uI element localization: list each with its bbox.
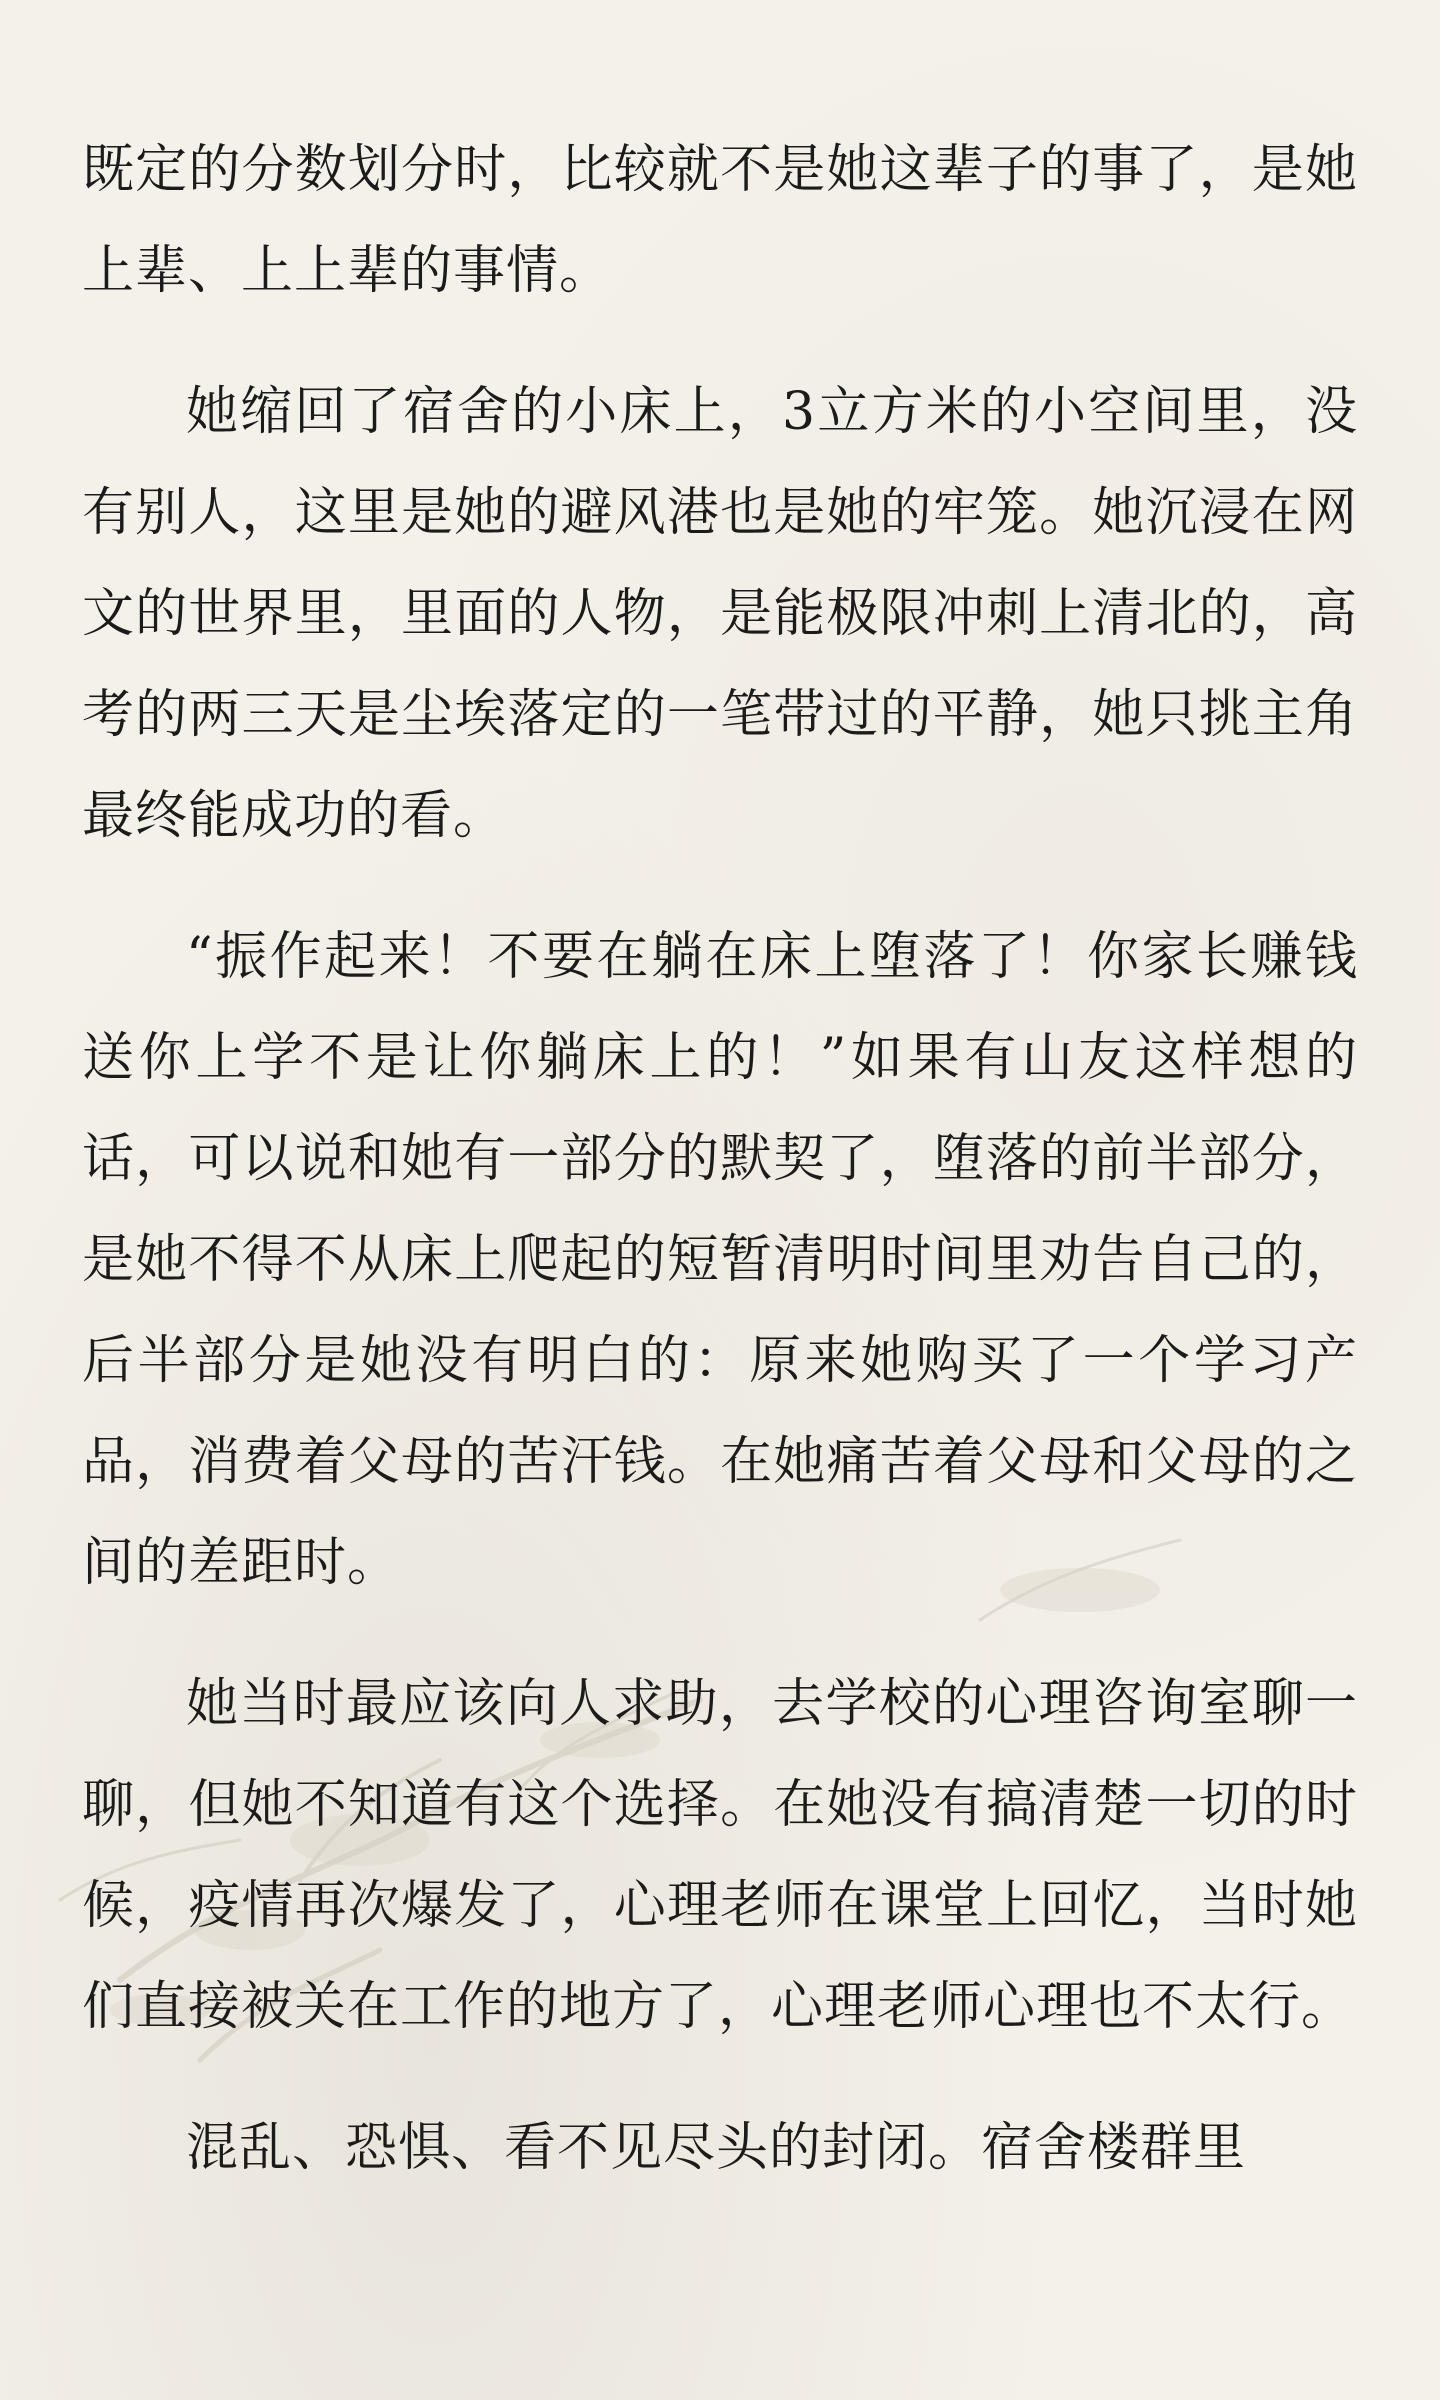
paragraph: 她当时最应该向人求助，去学校的心理咨询室聊一聊，但她不知道有这个选择。在她没有搞清楚一切的时候，疫情再次爆发了，心理老师在课堂上回忆，当时她们直接被关在工作的地方了，心理老师心理也不太行。	[82, 1674, 1358, 2037]
paragraph: 既定的分数划分时，比较就不是她这辈子的事了，是她上辈、上上辈的事情。	[82, 140, 1358, 301]
paragraph: “振作起来！不要在躺在床上堕落了！你家长赚钱送你上学不是让你躺床上的！”如果有山友这样想的话，可以说和她有一部分的默契了，堕落的前半部分，是她不得不从床上爬起的短暂清明时间里劝告自己的，后半部分是她没有明白的：原来她购买了一个学习产品，消费着父母的苦汗钱。在她痛苦着父母和父母的之间的差距时。	[82, 927, 1358, 1593]
paragraph: 混乱、恐惧、看不见尽头的封闭。宿舍楼群里	[186, 2118, 1247, 2178]
article-body	[82, 120, 1358, 2239]
paragraph: 她缩回了宿舍的小床上，3立方米的小空间里，没有别人，这里是她的避风港也是她的牢笼。她沉浸在网文的世界里，里面的人物，是能极限冲刺上清北的，高考的两三天是尘埃落定的一笔带过的平静，她只挑主角最终能成功的看。	[82, 382, 1358, 846]
